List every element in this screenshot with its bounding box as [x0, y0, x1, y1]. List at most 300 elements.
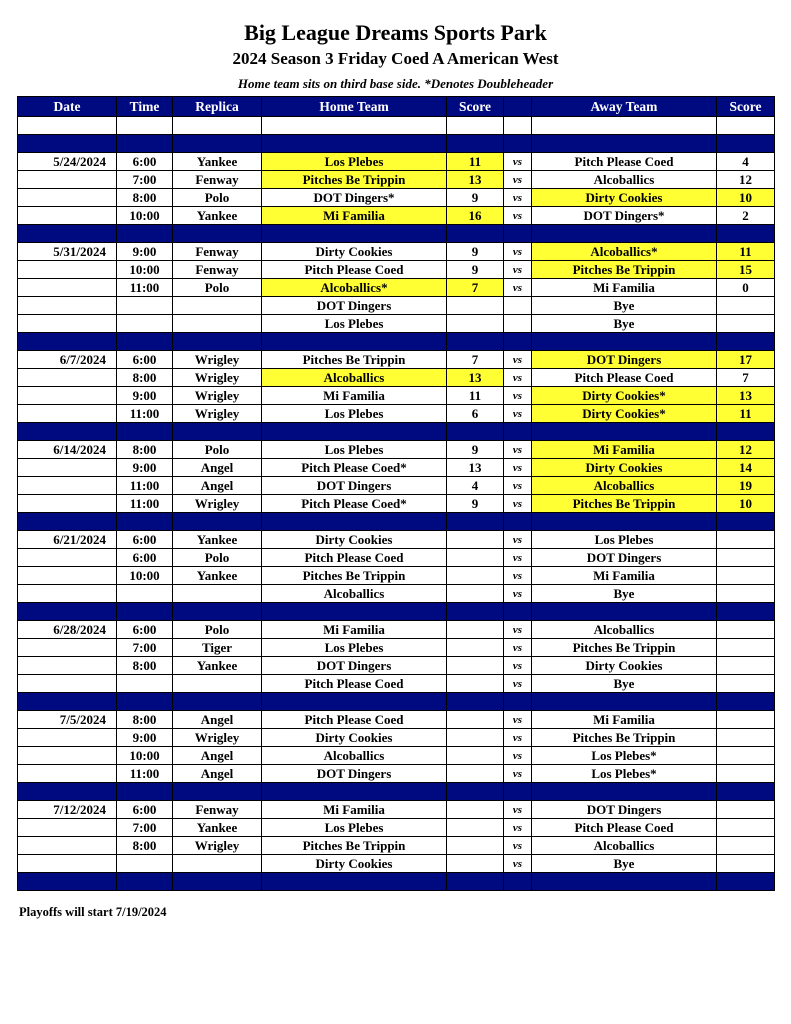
vs-cell: vs [504, 819, 532, 837]
vs-cell: vs [504, 837, 532, 855]
home-team-cell: DOT Dingers [262, 477, 447, 495]
date-cell [18, 387, 117, 405]
time-cell: 11:00 [117, 495, 173, 513]
home-team-cell: Pitch Please Coed* [262, 495, 447, 513]
section-separator [18, 873, 775, 891]
away-team-cell: Los Plebes* [532, 765, 717, 783]
separator-cell [532, 603, 717, 621]
section-separator [18, 603, 775, 621]
game-row [18, 837, 775, 855]
replica-cell: Yankee [173, 153, 262, 171]
home-team-cell: Mi Familia [262, 801, 447, 819]
time-cell: 6:00 [117, 531, 173, 549]
section-separator [18, 333, 775, 351]
separator-cell [532, 693, 717, 711]
separator-cell [18, 783, 117, 801]
away-team-cell: Dirty Cookies [532, 459, 717, 477]
separator-cell [504, 225, 532, 243]
section-separator [18, 135, 775, 153]
date-cell: 6/28/2024 [18, 621, 117, 639]
game-row [18, 405, 775, 423]
page-title: Big League Dreams Sports Park [244, 20, 547, 45]
col-header-home-score: Score [447, 97, 504, 117]
separator-cell [532, 135, 717, 153]
home-team-cell: Pitches Be Trippin [262, 171, 447, 189]
vs-cell: vs [504, 261, 532, 279]
replica-cell: Yankee [173, 657, 262, 675]
separator-cell [532, 333, 717, 351]
home-score-cell [447, 801, 504, 819]
replica-cell: Angel [173, 477, 262, 495]
away-team-cell: DOT Dingers* [532, 207, 717, 225]
date-cell [18, 279, 117, 297]
page-subtitle: 2024 Season 3 Friday Coed A American West [232, 49, 559, 68]
date-cell [18, 657, 117, 675]
blank-cell [262, 117, 447, 135]
separator-cell [532, 513, 717, 531]
home-team-cell: Dirty Cookies [262, 531, 447, 549]
replica-cell: Fenway [173, 261, 262, 279]
game-row [18, 747, 775, 765]
vs-cell: vs [504, 405, 532, 423]
separator-cell [717, 333, 775, 351]
separator-cell [262, 513, 447, 531]
replica-cell: Polo [173, 189, 262, 207]
home-team-cell: Dirty Cookies [262, 243, 447, 261]
time-cell: 7:00 [117, 819, 173, 837]
time-cell: 6:00 [117, 621, 173, 639]
game-row [18, 855, 775, 873]
home-team-cell: Los Plebes [262, 441, 447, 459]
schedule-table [17, 96, 775, 891]
away-team-cell: Alcoballics* [532, 243, 717, 261]
home-score-cell [447, 729, 504, 747]
separator-cell [717, 513, 775, 531]
home-team-cell: Los Plebes [262, 639, 447, 657]
game-row [18, 477, 775, 495]
date-cell [18, 477, 117, 495]
replica-cell: Yankee [173, 819, 262, 837]
date-cell [18, 207, 117, 225]
home-score-cell: 9 [447, 441, 504, 459]
home-team-cell: Pitch Please Coed [262, 711, 447, 729]
home-score-cell [447, 549, 504, 567]
section-separator [18, 693, 775, 711]
separator-cell [18, 873, 117, 891]
away-team-cell: Bye [532, 585, 717, 603]
home-team-cell: Los Plebes [262, 405, 447, 423]
replica-cell: Polo [173, 441, 262, 459]
replica-cell: Angel [173, 711, 262, 729]
separator-cell [532, 423, 717, 441]
replica-cell: Wrigley [173, 351, 262, 369]
replica-cell: Fenway [173, 801, 262, 819]
game-row [18, 819, 775, 837]
home-score-cell [447, 531, 504, 549]
replica-cell: Yankee [173, 567, 262, 585]
game-row [18, 351, 775, 369]
home-score-cell: 7 [447, 351, 504, 369]
away-team-cell: Los Plebes* [532, 747, 717, 765]
separator-cell [262, 135, 447, 153]
separator-cell [504, 693, 532, 711]
home-score-cell: 9 [447, 243, 504, 261]
separator-cell [173, 603, 262, 621]
date-cell [18, 495, 117, 513]
vs-cell [504, 315, 532, 333]
vs-cell: vs [504, 657, 532, 675]
away-team-cell: DOT Dingers [532, 351, 717, 369]
section-separator [18, 225, 775, 243]
date-cell [18, 747, 117, 765]
home-team-cell: Pitch Please Coed [262, 261, 447, 279]
away-score-cell [717, 585, 775, 603]
time-cell: 9:00 [117, 243, 173, 261]
col-header-time: Time [117, 97, 173, 117]
time-cell: 8:00 [117, 369, 173, 387]
home-score-cell [447, 585, 504, 603]
time-cell: 8:00 [117, 711, 173, 729]
separator-cell [18, 423, 117, 441]
separator-cell [173, 873, 262, 891]
time-cell: 6:00 [117, 351, 173, 369]
time-cell: 6:00 [117, 801, 173, 819]
separator-cell [262, 423, 447, 441]
time-cell [117, 675, 173, 693]
vs-cell: vs [504, 765, 532, 783]
away-score-cell: 4 [717, 153, 775, 171]
game-row [18, 657, 775, 675]
home-score-cell: 16 [447, 207, 504, 225]
home-score-cell [447, 837, 504, 855]
away-team-cell: Alcoballics [532, 837, 717, 855]
separator-cell [117, 423, 173, 441]
away-score-cell: 11 [717, 243, 775, 261]
replica-cell: Wrigley [173, 837, 262, 855]
vs-cell: vs [504, 729, 532, 747]
col-header-date: Date [18, 97, 117, 117]
section-separator [18, 423, 775, 441]
replica-cell: Wrigley [173, 495, 262, 513]
separator-cell [117, 225, 173, 243]
away-score-cell: 12 [717, 441, 775, 459]
vs-cell: vs [504, 747, 532, 765]
home-team-cell: DOT Dingers [262, 297, 447, 315]
separator-cell [262, 225, 447, 243]
separator-cell [447, 333, 504, 351]
replica-cell: Wrigley [173, 387, 262, 405]
home-team-cell: Los Plebes [262, 315, 447, 333]
home-score-cell [447, 297, 504, 315]
vs-cell: vs [504, 855, 532, 873]
away-score-cell [717, 621, 775, 639]
time-cell: 11:00 [117, 405, 173, 423]
separator-cell [717, 693, 775, 711]
col-header-vs [504, 97, 532, 117]
separator-cell [18, 513, 117, 531]
vs-cell: vs [504, 387, 532, 405]
home-team-cell: Pitch Please Coed* [262, 459, 447, 477]
away-score-cell: 2 [717, 207, 775, 225]
home-team-cell: Alcoballics [262, 585, 447, 603]
away-score-cell [717, 837, 775, 855]
away-score-cell: 7 [717, 369, 775, 387]
separator-cell [117, 783, 173, 801]
time-cell: 11:00 [117, 765, 173, 783]
time-cell: 6:00 [117, 153, 173, 171]
separator-cell [532, 783, 717, 801]
away-team-cell: Mi Familia [532, 567, 717, 585]
replica-cell: Wrigley [173, 729, 262, 747]
separator-cell [447, 135, 504, 153]
separator-cell [504, 603, 532, 621]
away-score-cell [717, 639, 775, 657]
vs-cell: vs [504, 279, 532, 297]
blank-cell [18, 117, 117, 135]
date-cell [18, 567, 117, 585]
date-cell: 6/7/2024 [18, 351, 117, 369]
away-team-cell: Los Plebes [532, 531, 717, 549]
home-team-cell: Pitches Be Trippin [262, 567, 447, 585]
home-score-cell [447, 855, 504, 873]
game-row [18, 387, 775, 405]
time-cell: 9:00 [117, 459, 173, 477]
home-score-cell: 11 [447, 387, 504, 405]
away-team-cell: Bye [532, 315, 717, 333]
away-score-cell: 11 [717, 405, 775, 423]
time-cell [117, 855, 173, 873]
separator-cell [447, 603, 504, 621]
blank-row [18, 117, 775, 135]
away-team-cell: Alcoballics [532, 477, 717, 495]
home-team-cell: Alcoballics [262, 369, 447, 387]
game-row [18, 639, 775, 657]
separator-cell [504, 135, 532, 153]
home-score-cell [447, 711, 504, 729]
game-row [18, 675, 775, 693]
home-team-cell: Pitch Please Coed [262, 549, 447, 567]
separator-cell [173, 423, 262, 441]
separator-cell [173, 225, 262, 243]
vs-cell: vs [504, 153, 532, 171]
away-team-cell: Alcoballics [532, 621, 717, 639]
date-cell: 6/14/2024 [18, 441, 117, 459]
vs-cell: vs [504, 189, 532, 207]
separator-cell [717, 783, 775, 801]
date-cell [18, 315, 117, 333]
game-row [18, 549, 775, 567]
blank-cell [504, 117, 532, 135]
replica-cell: Polo [173, 621, 262, 639]
replica-cell [173, 297, 262, 315]
home-team-cell: Mi Familia [262, 207, 447, 225]
playoffs-note: Playoffs will start 7/19/2024 [19, 905, 167, 919]
away-score-cell [717, 765, 775, 783]
vs-cell: vs [504, 621, 532, 639]
blank-cell [447, 117, 504, 135]
vs-cell: vs [504, 549, 532, 567]
away-team-cell: Mi Familia [532, 711, 717, 729]
away-score-cell [717, 711, 775, 729]
away-team-cell: Dirty Cookies [532, 657, 717, 675]
replica-cell [173, 585, 262, 603]
blank-cell [117, 117, 173, 135]
vs-cell: vs [504, 459, 532, 477]
date-cell [18, 549, 117, 567]
game-row [18, 765, 775, 783]
separator-cell [504, 423, 532, 441]
vs-cell: vs [504, 477, 532, 495]
vs-cell: vs [504, 531, 532, 549]
replica-cell: Tiger [173, 639, 262, 657]
game-row [18, 585, 775, 603]
game-row [18, 531, 775, 549]
away-score-cell: 12 [717, 171, 775, 189]
home-score-cell: 9 [447, 495, 504, 513]
away-score-cell [717, 315, 775, 333]
away-score-cell [717, 747, 775, 765]
away-score-cell: 19 [717, 477, 775, 495]
separator-cell [717, 423, 775, 441]
game-row [18, 801, 775, 819]
separator-cell [447, 513, 504, 531]
separator-cell [717, 225, 775, 243]
home-score-cell: 4 [447, 477, 504, 495]
game-row [18, 171, 775, 189]
separator-cell [717, 135, 775, 153]
replica-cell [173, 315, 262, 333]
replica-cell [173, 855, 262, 873]
away-team-cell: DOT Dingers [532, 801, 717, 819]
date-cell [18, 585, 117, 603]
home-team-cell: Pitches Be Trippin [262, 837, 447, 855]
blank-cell [532, 117, 717, 135]
section-separator [18, 513, 775, 531]
blank-cell [717, 117, 775, 135]
separator-cell [173, 693, 262, 711]
separator-cell [447, 225, 504, 243]
separator-cell [117, 513, 173, 531]
away-team-cell: Bye [532, 855, 717, 873]
away-score-cell [717, 567, 775, 585]
time-cell: 10:00 [117, 747, 173, 765]
date-cell [18, 837, 117, 855]
section-separator [18, 783, 775, 801]
away-team-cell: Pitch Please Coed [532, 819, 717, 837]
away-team-cell: Alcoballics [532, 171, 717, 189]
home-score-cell: 7 [447, 279, 504, 297]
home-team-cell: DOT Dingers [262, 765, 447, 783]
blank-cell [173, 117, 262, 135]
schedule-body [18, 117, 775, 891]
game-row [18, 261, 775, 279]
separator-cell [504, 873, 532, 891]
game-row [18, 459, 775, 477]
header-row [18, 97, 775, 117]
time-cell: 8:00 [117, 189, 173, 207]
time-cell: 11:00 [117, 279, 173, 297]
game-row [18, 441, 775, 459]
separator-cell [262, 783, 447, 801]
home-score-cell [447, 639, 504, 657]
separator-cell [504, 513, 532, 531]
replica-cell: Wrigley [173, 405, 262, 423]
vs-cell: vs [504, 567, 532, 585]
time-cell: 7:00 [117, 639, 173, 657]
separator-cell [262, 333, 447, 351]
separator-cell [504, 333, 532, 351]
away-score-cell [717, 531, 775, 549]
away-score-cell: 14 [717, 459, 775, 477]
home-score-cell [447, 765, 504, 783]
date-cell [18, 819, 117, 837]
home-score-cell [447, 819, 504, 837]
date-cell [18, 765, 117, 783]
home-score-cell [447, 747, 504, 765]
vs-cell: vs [504, 441, 532, 459]
home-team-cell: Mi Familia [262, 621, 447, 639]
game-row [18, 369, 775, 387]
home-team-cell: Dirty Cookies [262, 729, 447, 747]
separator-cell [447, 693, 504, 711]
game-row [18, 621, 775, 639]
separator-cell [262, 603, 447, 621]
home-team-cell: Los Plebes [262, 819, 447, 837]
away-score-cell: 15 [717, 261, 775, 279]
date-cell [18, 639, 117, 657]
time-cell: 10:00 [117, 567, 173, 585]
away-score-cell [717, 819, 775, 837]
game-row [18, 297, 775, 315]
separator-cell [18, 693, 117, 711]
home-team-cell: Pitches Be Trippin [262, 351, 447, 369]
replica-cell: Polo [173, 279, 262, 297]
replica-cell [173, 675, 262, 693]
separator-cell [18, 135, 117, 153]
time-cell [117, 297, 173, 315]
vs-cell [504, 297, 532, 315]
game-row [18, 315, 775, 333]
vs-cell: vs [504, 675, 532, 693]
separator-cell [447, 423, 504, 441]
date-cell [18, 855, 117, 873]
home-score-cell: 11 [447, 153, 504, 171]
away-team-cell: Mi Familia [532, 441, 717, 459]
home-score-cell: 6 [447, 405, 504, 423]
col-header-away-score: Score [717, 97, 775, 117]
away-team-cell: Pitches Be Trippin [532, 261, 717, 279]
time-cell: 8:00 [117, 441, 173, 459]
replica-cell: Angel [173, 459, 262, 477]
vs-cell: vs [504, 369, 532, 387]
home-score-cell [447, 567, 504, 585]
time-cell: 7:00 [117, 171, 173, 189]
replica-cell: Wrigley [173, 369, 262, 387]
separator-cell [117, 135, 173, 153]
away-score-cell [717, 549, 775, 567]
away-score-cell: 10 [717, 189, 775, 207]
home-team-cell: DOT Dingers [262, 657, 447, 675]
separator-cell [262, 873, 447, 891]
date-cell: 6/21/2024 [18, 531, 117, 549]
separator-cell [117, 873, 173, 891]
game-row [18, 279, 775, 297]
away-score-cell [717, 657, 775, 675]
vs-cell: vs [504, 243, 532, 261]
time-cell: 9:00 [117, 387, 173, 405]
away-score-cell: 13 [717, 387, 775, 405]
vs-cell: vs [504, 585, 532, 603]
